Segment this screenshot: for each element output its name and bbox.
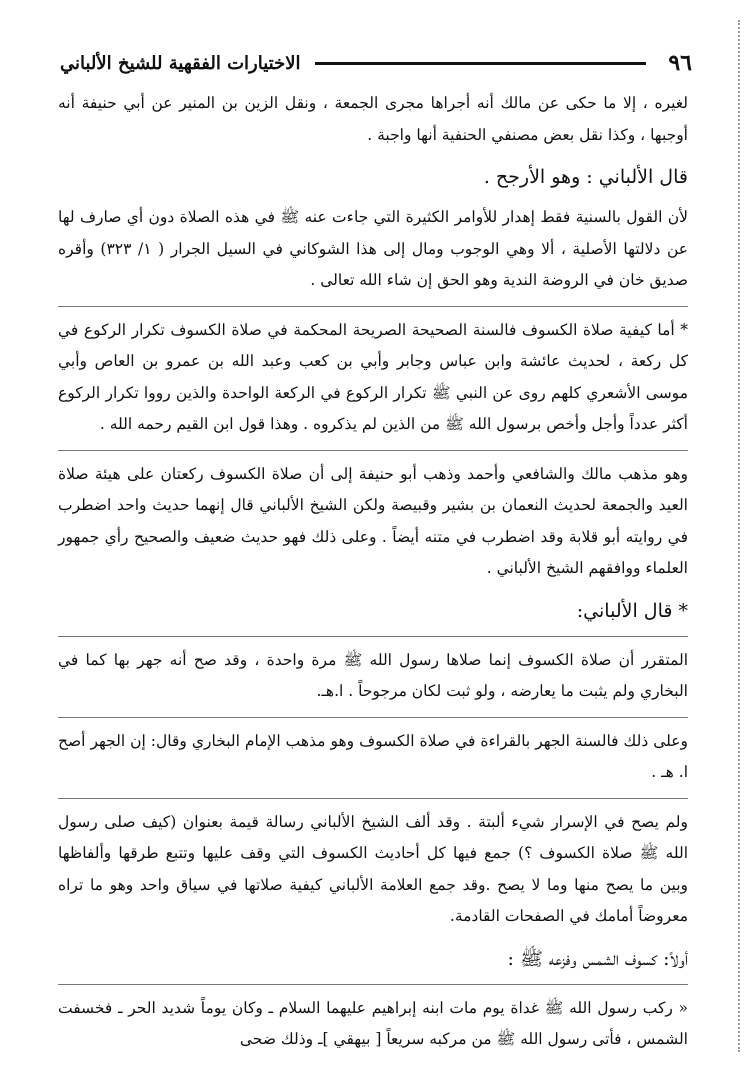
divider bbox=[58, 306, 688, 307]
divider bbox=[58, 636, 688, 637]
divider bbox=[58, 798, 688, 799]
heading-albani-said: * قال الألباني: bbox=[576, 599, 688, 622]
running-title: الاختيارات الفقهية للشيخ الألباني bbox=[60, 52, 301, 74]
divider bbox=[58, 717, 688, 718]
paragraph-6: وعلى ذلك فالسنة الجهر بالقراءة في صلاة الكسوف وهو مذهب الإمام البخاري وقال: إن الجهر أصح ا. هـ . bbox=[58, 731, 688, 781]
page-edge-dots bbox=[738, 20, 740, 1052]
heading-solar-eclipse: أولاً: كسوف الشمس وفزعه ﷺ : bbox=[507, 947, 688, 970]
page-body bbox=[58, 88, 688, 1065]
paragraph-5: المتقرر أن صلاة الكسوف إنما صلاها رسول الله ﷺ مرة واحدة ، وقد صح أنه جهر بها كما في البخاري ولم يثبت ما يعارضه ، ولو ثبت لكان مرجوحاً . ا.هـ. bbox=[58, 650, 688, 700]
header-rule bbox=[315, 62, 647, 65]
divider bbox=[58, 984, 688, 985]
divider bbox=[58, 450, 688, 451]
heading-albani-opinion: قال الألباني : وهو الأرجح . bbox=[483, 166, 688, 188]
paragraph-3: * أما كيفية صلاة الكسوف فالسنة الصحيحة الصريحة المحكمة في صلاة الكسوف تكرار الركوع في كل ركعة ، لحديث عائشة وابن عباس وجابر وأبي بن كعب وعبد الله بن عمرو بن العاص وأبي موسى الأشعري كلهم روى عن النبي ﷺ تكرار الركوع في الركعة الواحدة والذين رووا تكرار الركوع أكثر عدداً وأجل وأخص برسول الله ﷺ من الذين لم يذكروه . وهذا قول ابن القيم رحمه الله . bbox=[58, 320, 688, 433]
paragraph-4: وهو مذهب مالك والشافعي وأحمد وذهب أبو حنيفة إلى أن صلاة الكسوف ركعتان على هيئة صلاة العيد والجمعة لحديث النعمان بن بشير وقبيصة ولكن الشيخ الألباني قال إنهما حديث واحد اضطرب في روايته أبو قلابة وقد اضطرب في متنه أيضاً . وعلى ذلك فهو حديث ضعيف والصحيح رأي جمهور العلماء ووافقهم الشيخ الألباني . bbox=[58, 464, 688, 577]
paragraph-7: ولم يصح في الإسرار شيء ألبتة . وقد ألف الشيخ الألباني رسالة قيمة بعنوان (كيف صلى رسول الله ﷺ صلاة الكسوف ؟) جمع فيها كل أحاديث الكسوف التي وقف عليها وتتبع طرقها وألفاظها وبين ما يصح منها وما لا يصح .وقد جمع العلامة الألباني كيفية صلاتها في سياق واحد وهو ما تراه معروضاً أمامك في الصفحات القادمة. bbox=[58, 812, 688, 925]
paragraph-1: لغيره ، إلا ما حكى عن مالك أنه أجراها مجرى الجمعة ، ونقل الزين بن المنير عن أبي حنيفة أنه أوجبها ، وكذا نقل بعض مصنفي الحنفية أنها واجبة . bbox=[58, 94, 688, 144]
paragraph-8: « ركب رسول الله ﷺ غداة يوم مات ابنه إبراهيم عليهما السلام ـ وكان يوماً شديد الحر ـ فخسفت الشمس ، فأتى رسول الله ﷺ من مركبه سريعاً [ بيهقي ]ـ وذلك ضحى bbox=[58, 998, 688, 1048]
paragraph-2: لأن القول بالسنية فقط إهدار للأوامر الكثيرة التي جاءت عنه ﷺ في هذه الصلاة دون أي صارف لها عن دلالتها الأصلية ، ألا وهي الوجوب ومال إلى هذا الشوكاني في السيل الجرار ( ١/ ٣٢٣) وأقره صديق خان في الروضة الندية وهو الحق إن شاء الله تعالى . bbox=[58, 208, 688, 289]
page-header bbox=[60, 46, 692, 80]
page-number: ٩٦ bbox=[668, 50, 692, 76]
